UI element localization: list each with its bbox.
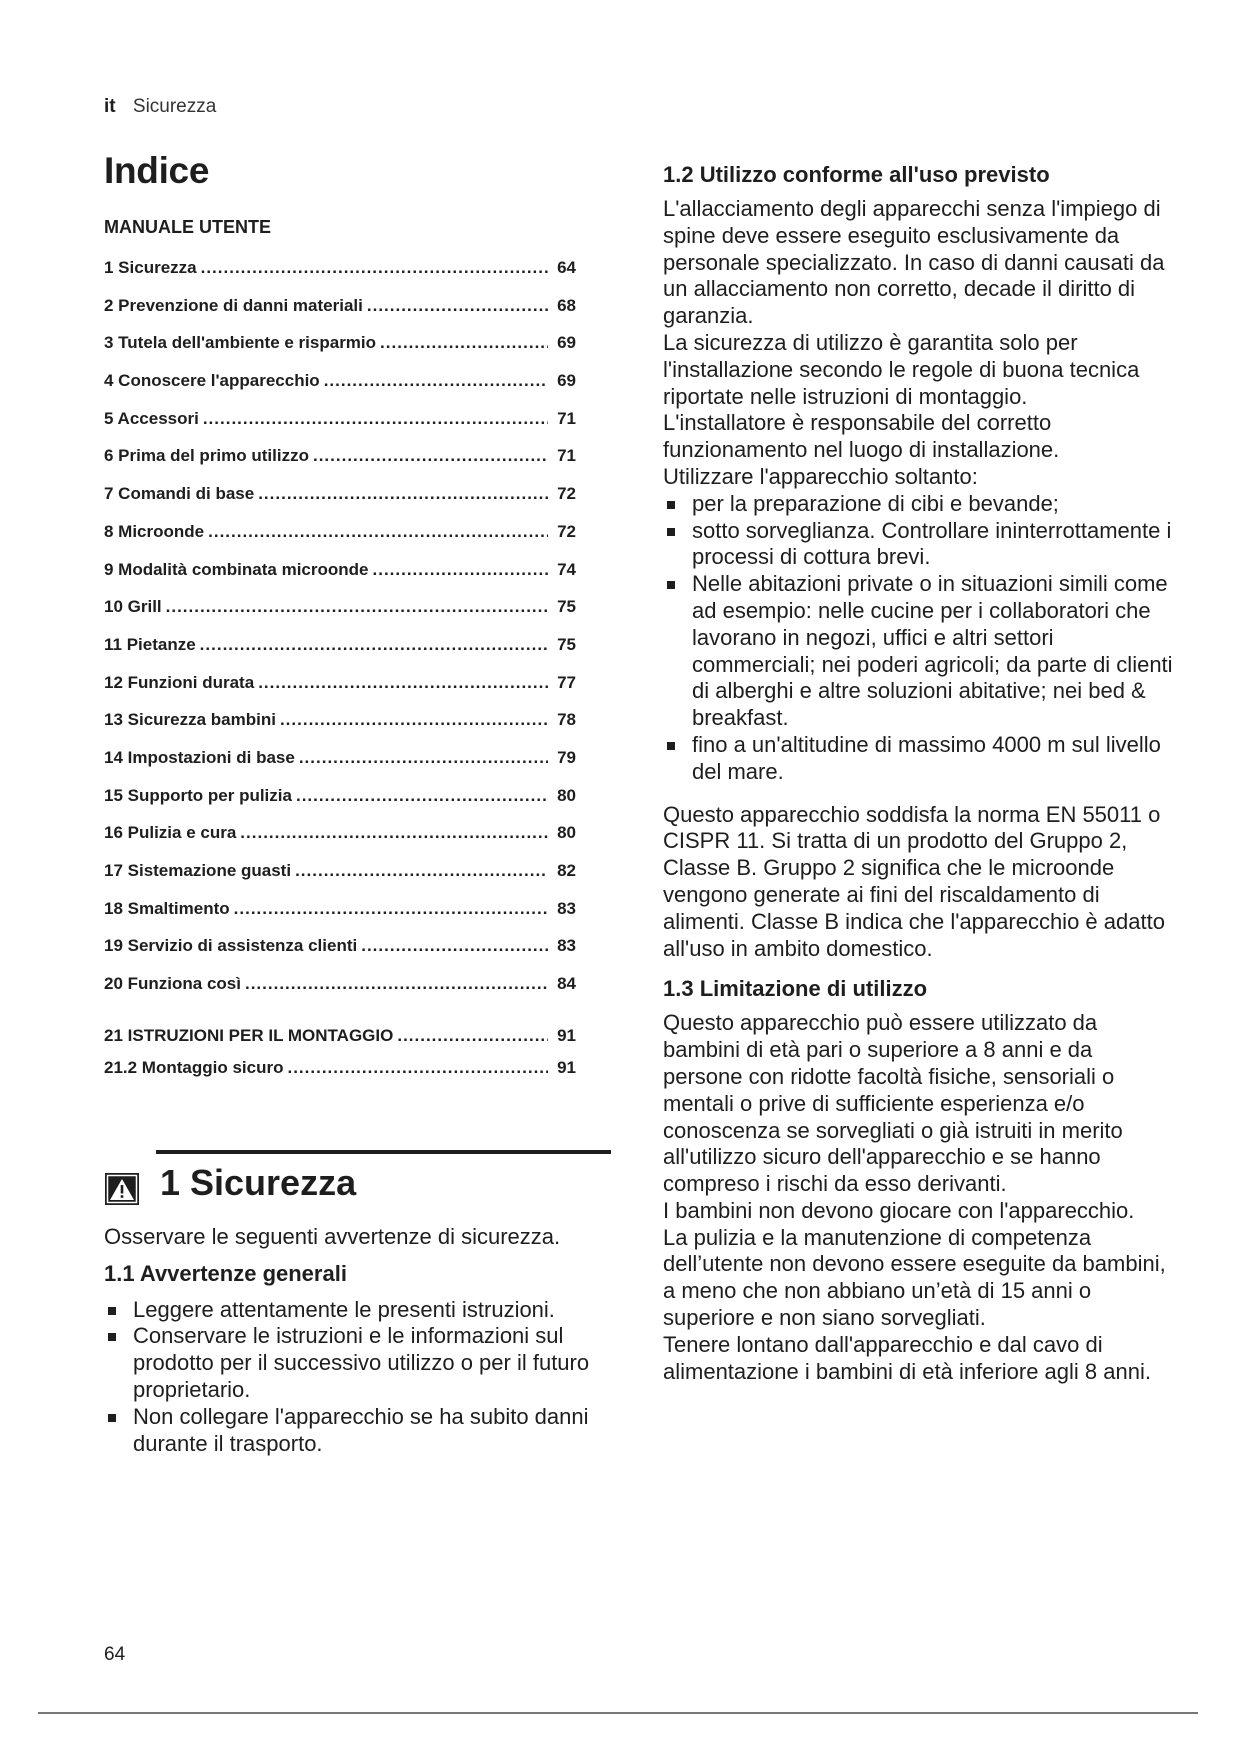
language-code: it (104, 96, 116, 117)
toc-entry[interactable]: 18 Smaltimento ..... 83 (104, 899, 576, 937)
section-title: 1 Sicurezza (160, 1161, 357, 1203)
index-title: Indice (104, 150, 210, 191)
table-of-contents (104, 258, 576, 1012)
toc-entry[interactable]: 4 Conoscere l'apparecchio ..... 69 (104, 371, 576, 409)
toc-entry[interactable]: 10 Grill ..... 75 (104, 597, 576, 635)
general-warnings-list (104, 1297, 609, 1458)
paragraph: I bambini non devono giocare con l'apparecchio. (663, 1197, 1135, 1223)
toc-entry[interactable]: 17 Sistemazione guasti ..... 82 (104, 861, 576, 899)
list-item: fino a un'altitudine di massimo 4000 m sul livello del mare. (663, 732, 1173, 786)
list-item: Nelle abitazioni private o in situazioni simili come ad esempio: nelle cucine per i collaboratori che lavorano in negozi, uffici e altri settori commerciali; nei poderi agricoli; da parte di clienti di alberghi e altre soluzioni abitative; nei bed & breakfast. (663, 571, 1173, 732)
list-item: per la preparazione di cibi e bevande; (663, 491, 1173, 518)
toc-entry[interactable]: 11 Pietanze ..... 75 (104, 635, 576, 673)
toc-entry[interactable]: 6 Prima del primo utilizzo ..... 71 (104, 446, 576, 484)
toc-entry[interactable]: 19 Servizio di assistenza clienti ..... 83 (104, 936, 576, 974)
toc-entry[interactable]: 20 Funziona così ..... 84 (104, 974, 576, 1012)
table-of-contents-installation (104, 1026, 576, 1090)
section-rule (156, 1150, 611, 1154)
warning-icon (104, 1172, 140, 1206)
toc-entry[interactable]: 15 Supporto per pulizia ..... 80 (104, 786, 576, 824)
toc-entry[interactable]: 16 Pulizia e cura ..... 80 (104, 823, 576, 861)
list-item: sotto sorveglianza. Controllare ininterrottamente i processi di cottura brevi. (663, 518, 1173, 572)
toc-entry[interactable]: 13 Sicurezza bambini ..... 78 (104, 710, 576, 748)
list-item: Non collegare l'apparecchio se ha subito danni durante il trasporto. (104, 1404, 609, 1458)
subsection-title-1-3: 1.3 Limitazione di utilizzo (663, 976, 928, 1002)
paragraph: Utilizzare l'apparecchio soltanto: (663, 463, 978, 489)
running-header (104, 96, 216, 118)
toc-entry[interactable]: 7 Comandi di base ..... 72 (104, 484, 576, 522)
header-section: Sicurezza (132, 96, 217, 117)
page-number: 64 (104, 1644, 126, 1665)
paragraph: La sicurezza di utilizzo è garantita solo per l'installazione secondo le regole di buona tecnica riportate nelle istruzioni di montaggio. (663, 329, 1140, 409)
paragraph: Questo apparecchio può essere utilizzato da bambini di età pari o superiore a 8 anni e da persone con ridotte facoltà fisiche, sensoriali o mentali o prive di sufficiente esperienza e/o conoscenza se sorvegliati o già istruiti in merito all'utilizzo sicuro dell'apparecchio e se hanno compreso i rischi da esso derivanti. (663, 1010, 1123, 1197)
toc-entry[interactable]: 14 Impostazioni di base ..... 79 (104, 748, 576, 786)
index-subtitle: MANUALE UTENTE (104, 217, 271, 237)
paragraph: La pulizia e la manutenzione di competenza dell’utente non devono essere eseguite da bambini, a meno che non abbiano un’età di 15 anni o superiore e non siano sorvegliati. (663, 1224, 1166, 1331)
subsection-title-1-2: 1.2 Utilizzo conforme all'uso previsto (663, 162, 1050, 187)
list-item: Conservare le istruzioni e le informazioni sul prodotto per il successivo utilizzo o per il futuro proprietario. (104, 1323, 609, 1403)
toc-entry[interactable]: 1 Sicurezza ..... 64 (104, 258, 576, 296)
toc-entry[interactable]: 9 Modalità combinata microonde ..... 74 (104, 560, 576, 598)
toc-entry[interactable]: 21 ISTRUZIONI PER IL MONTAGGIO ..... 91 (104, 1026, 576, 1058)
toc-entry[interactable]: 5 Accessori ..... 71 (104, 409, 576, 447)
paragraph: L'installatore è responsabile del corretto funzionamento nel luogo di installazione. (663, 410, 1060, 463)
section-heading (104, 1150, 609, 1208)
toc-entry[interactable]: 3 Tutela dell'ambiente e risparmio ..... 69 (104, 333, 576, 371)
toc-entry[interactable]: 12 Funzioni durata ..... 77 (104, 673, 576, 711)
section-intro: Osservare le seguenti avvertenze di sicurezza. (104, 1223, 561, 1249)
paragraph: L'allacciamento degli apparecchi senza l'impiego di spine deve essere eseguito esclusivamente da personale specializzato. In caso di danni causati da un allacciamento non corretto, decade il diritto di garanzia. (663, 196, 1165, 329)
toc-entry[interactable]: 2 Prevenzione di danni materiali ..... 68 (104, 296, 576, 334)
right-column (663, 162, 1173, 1385)
paragraph: Tenere lontano dall'apparecchio e dal cavo di alimentazione i bambini di età inferiore agli 8 anni. (663, 1331, 1151, 1384)
list-item: Leggere attentamente le presenti istruzioni. (104, 1297, 609, 1324)
paragraph: Questo apparecchio soddisfa la norma EN 55011 o CISPR 11. Si tratta di un prodotto del Gruppo 2, Classe B. Gruppo 2 significa che le microonde vengono generate ai fini del riscaldamento di alimenti. Classe B indica che l'apparecchio è adatto all'uso in ambito domestico. (663, 801, 1165, 961)
footer-rule (38, 1712, 1198, 1714)
toc-entry[interactable]: 8 Microonde ..... 72 (104, 522, 576, 560)
subsection-title-1-1: 1.1 Avvertenze generali (104, 1260, 347, 1286)
intended-use-list (663, 491, 1173, 786)
toc-entry[interactable]: 21.2 Montaggio sicuro ..... 91 (104, 1058, 576, 1090)
left-column (104, 150, 609, 1457)
